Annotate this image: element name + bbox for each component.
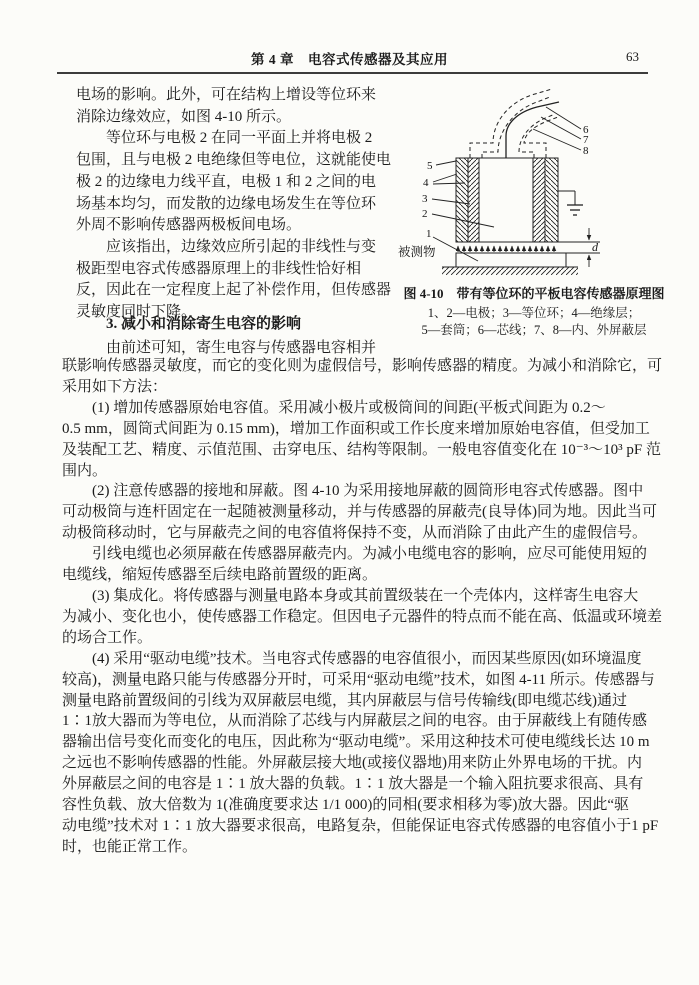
text-line: 外周不影响传感器两极板间电场。 [76,217,302,234]
ground-symbol [558,191,583,215]
figure-caption-key-2: 5—套筒；6—芯线；7、8—内、外屏蔽层 [421,323,647,337]
text-line: 电场的影响。此外，可在结构上增设等位环来 [76,87,377,103]
figure-label-7: 7 [583,134,589,146]
figure-label-5: 5 [427,160,433,172]
figure-caption-key-1: 1、2—电极；3—等位环；4—绝缘层； [427,306,641,320]
text-line: 围内。 [62,462,108,479]
text-line: 引线电缆也必须屏蔽在传感器屏蔽壳内。为减小电缆电容的影响，应尽可能使用短的 [62,546,648,563]
text-line: (3) 集成化。将传感器与测量电路本身或其前置级装在一个壳体内，这样寄生电容大 [62,587,639,604]
figure-label-8: 8 [583,145,589,157]
left-column-text [76,85,390,324]
capacitive-sensor-diagram [386,85,686,283]
shielded-cable [470,89,559,158]
page-header [0,48,699,68]
text-line: 可动极筒与连杆固定在一起随被测量移动，并与传感器的屏蔽壳(良导体)同为地。因此当可 [62,504,657,521]
text-line: 消除边缘效应，如图 4-10 所示。 [76,108,291,125]
text-line: 测量电路前置级间的引线为双屏蔽层电缆，其内屏蔽层与信号传输线(即电缆芯线)通过 [62,692,627,709]
text-line: 极 2 的边缘电力线平直，电极 1 和 2 之间的电 [76,173,377,190]
text-line: 较高)，测量电路只能与传感器分开时，可采用“驱动电缆”技术，如图 4-11 所示。传感器与 [62,671,655,688]
figure-label-6: 6 [583,124,589,136]
figure-label-1: 1 [426,228,432,240]
figure-label-2: 2 [422,208,428,220]
text-line: 反，因此在一定程度上起了补偿作用，但传感器 [76,282,392,299]
text-line: 之远也不影响传感器的性能。外屏蔽层接大地(或接仪器地)用来防止外界电场的干扰。内 [62,755,642,772]
page-number: 63 [626,49,639,64]
text-line: 灵敏度同时下降。 [76,304,197,321]
text-line: 联影响传感器灵敏度，而它的变化则为虚假信号，影响传感器的精度。为减小和消除它，可 [62,358,663,374]
chapter-label: 第 4 章 [251,52,294,67]
text-line: 的场合工作。 [62,629,153,646]
text-line: 容性负载、放大倍数为 1(准确度要求达 1/1 000)的同相(要求相移为零)放大器。因此“驱 [62,797,630,814]
text-line: 及装配工艺、精度、示值范围、击穿电压、结构等限制。一般电容值变化在 10⁻³～10³ pF 范 [62,441,662,458]
section-heading: 3. 减小和消除寄生电容的影响 [106,316,302,332]
text-line: (2) 注意传感器的接地和屏蔽。图 4-10 为采用接地屏蔽的圆筒形电容式传感器。图中 [62,483,644,500]
text-line: 外屏蔽层之间的电容是 1∶1 放大器的负载。1∶1 放大器是一个输入阻抗要求很高、具有 [62,776,644,793]
figure-caption [380,283,688,339]
text-line: 动电缆”技术对 1∶1 放大器要求很高，电路复杂，但能保证电容式传感器的电容值小于1 pF [62,817,659,834]
header-rule [57,72,648,74]
figure-caption-title: 图 4-10 带有等位环的平板电容传感器原理图 [403,286,665,301]
text-line: 器输出信号变化而变化的电压，因此称为“驱动电缆”。采用这种技术可使电缆线长达 10 m [62,734,650,751]
field-arrows [458,246,554,252]
figure-4-10-diagram [386,85,686,283]
text-line: 动极筒移动时，它与屏蔽壳之间的电容值将保持不变，从而消除了由此产生的虚假信号。 [62,525,648,542]
text-line: 为减小、变化也小，使传感器工作稳定。但因电子元器件的特点而不能在高、低温或环境差 [62,608,663,625]
text-line: 时，也能正常工作。 [62,838,198,855]
figure-label-4: 4 [423,177,429,189]
text-line: 极距型电容式传感器原理上的非线性恰好相 [76,260,362,277]
text-line: 1∶1放大器而为等电位，从而消除了芯线与内屏蔽层之间的电容。由于屏蔽线上有随传感 [62,713,648,730]
measured-object-plate [442,253,578,275]
chapter-title: 电容式传感器及其应用 [308,52,448,67]
text-line: (1) 增加传感器原始电容值。采用减小极片或极筒间的间距(平板式间距为 0.2～ [62,399,606,416]
body-text [62,356,663,858]
text-line: 等位环与电极 2 在同一平面上并将电极 2 [76,130,373,147]
text-line: 应该指出，边缘效应所引起的非线性与变 [76,238,377,255]
measured-object-label: 被测物 [398,245,436,259]
gap-d-label: d [592,240,598,254]
text-line: (4) 采用“驱动电缆”技术。当电容式传感器的电容值很小，而因某些原因(如环境温度 [62,650,642,667]
text-line: 场基本均匀，而发散的边缘电场发生在等位环 [76,195,377,212]
section-intro-line: 由前述可知，寄生电容与传感器电容相并 [76,340,377,356]
text-line: 采用如下方法： [62,378,168,395]
figure-label-3: 3 [422,193,428,205]
text-line: 0.5 mm，圆筒式间距为 0.15 mm)，增加工作面积或工作长度来增加原始电容值，但受加工 [62,420,650,437]
text-line: 包围，且与电极 2 电绝缘但等电位，这就能使电 [76,152,392,169]
sensor-housing [456,158,558,242]
text-line: 电缆线，缩短传感器至后续电路前置级的距离。 [62,567,378,584]
